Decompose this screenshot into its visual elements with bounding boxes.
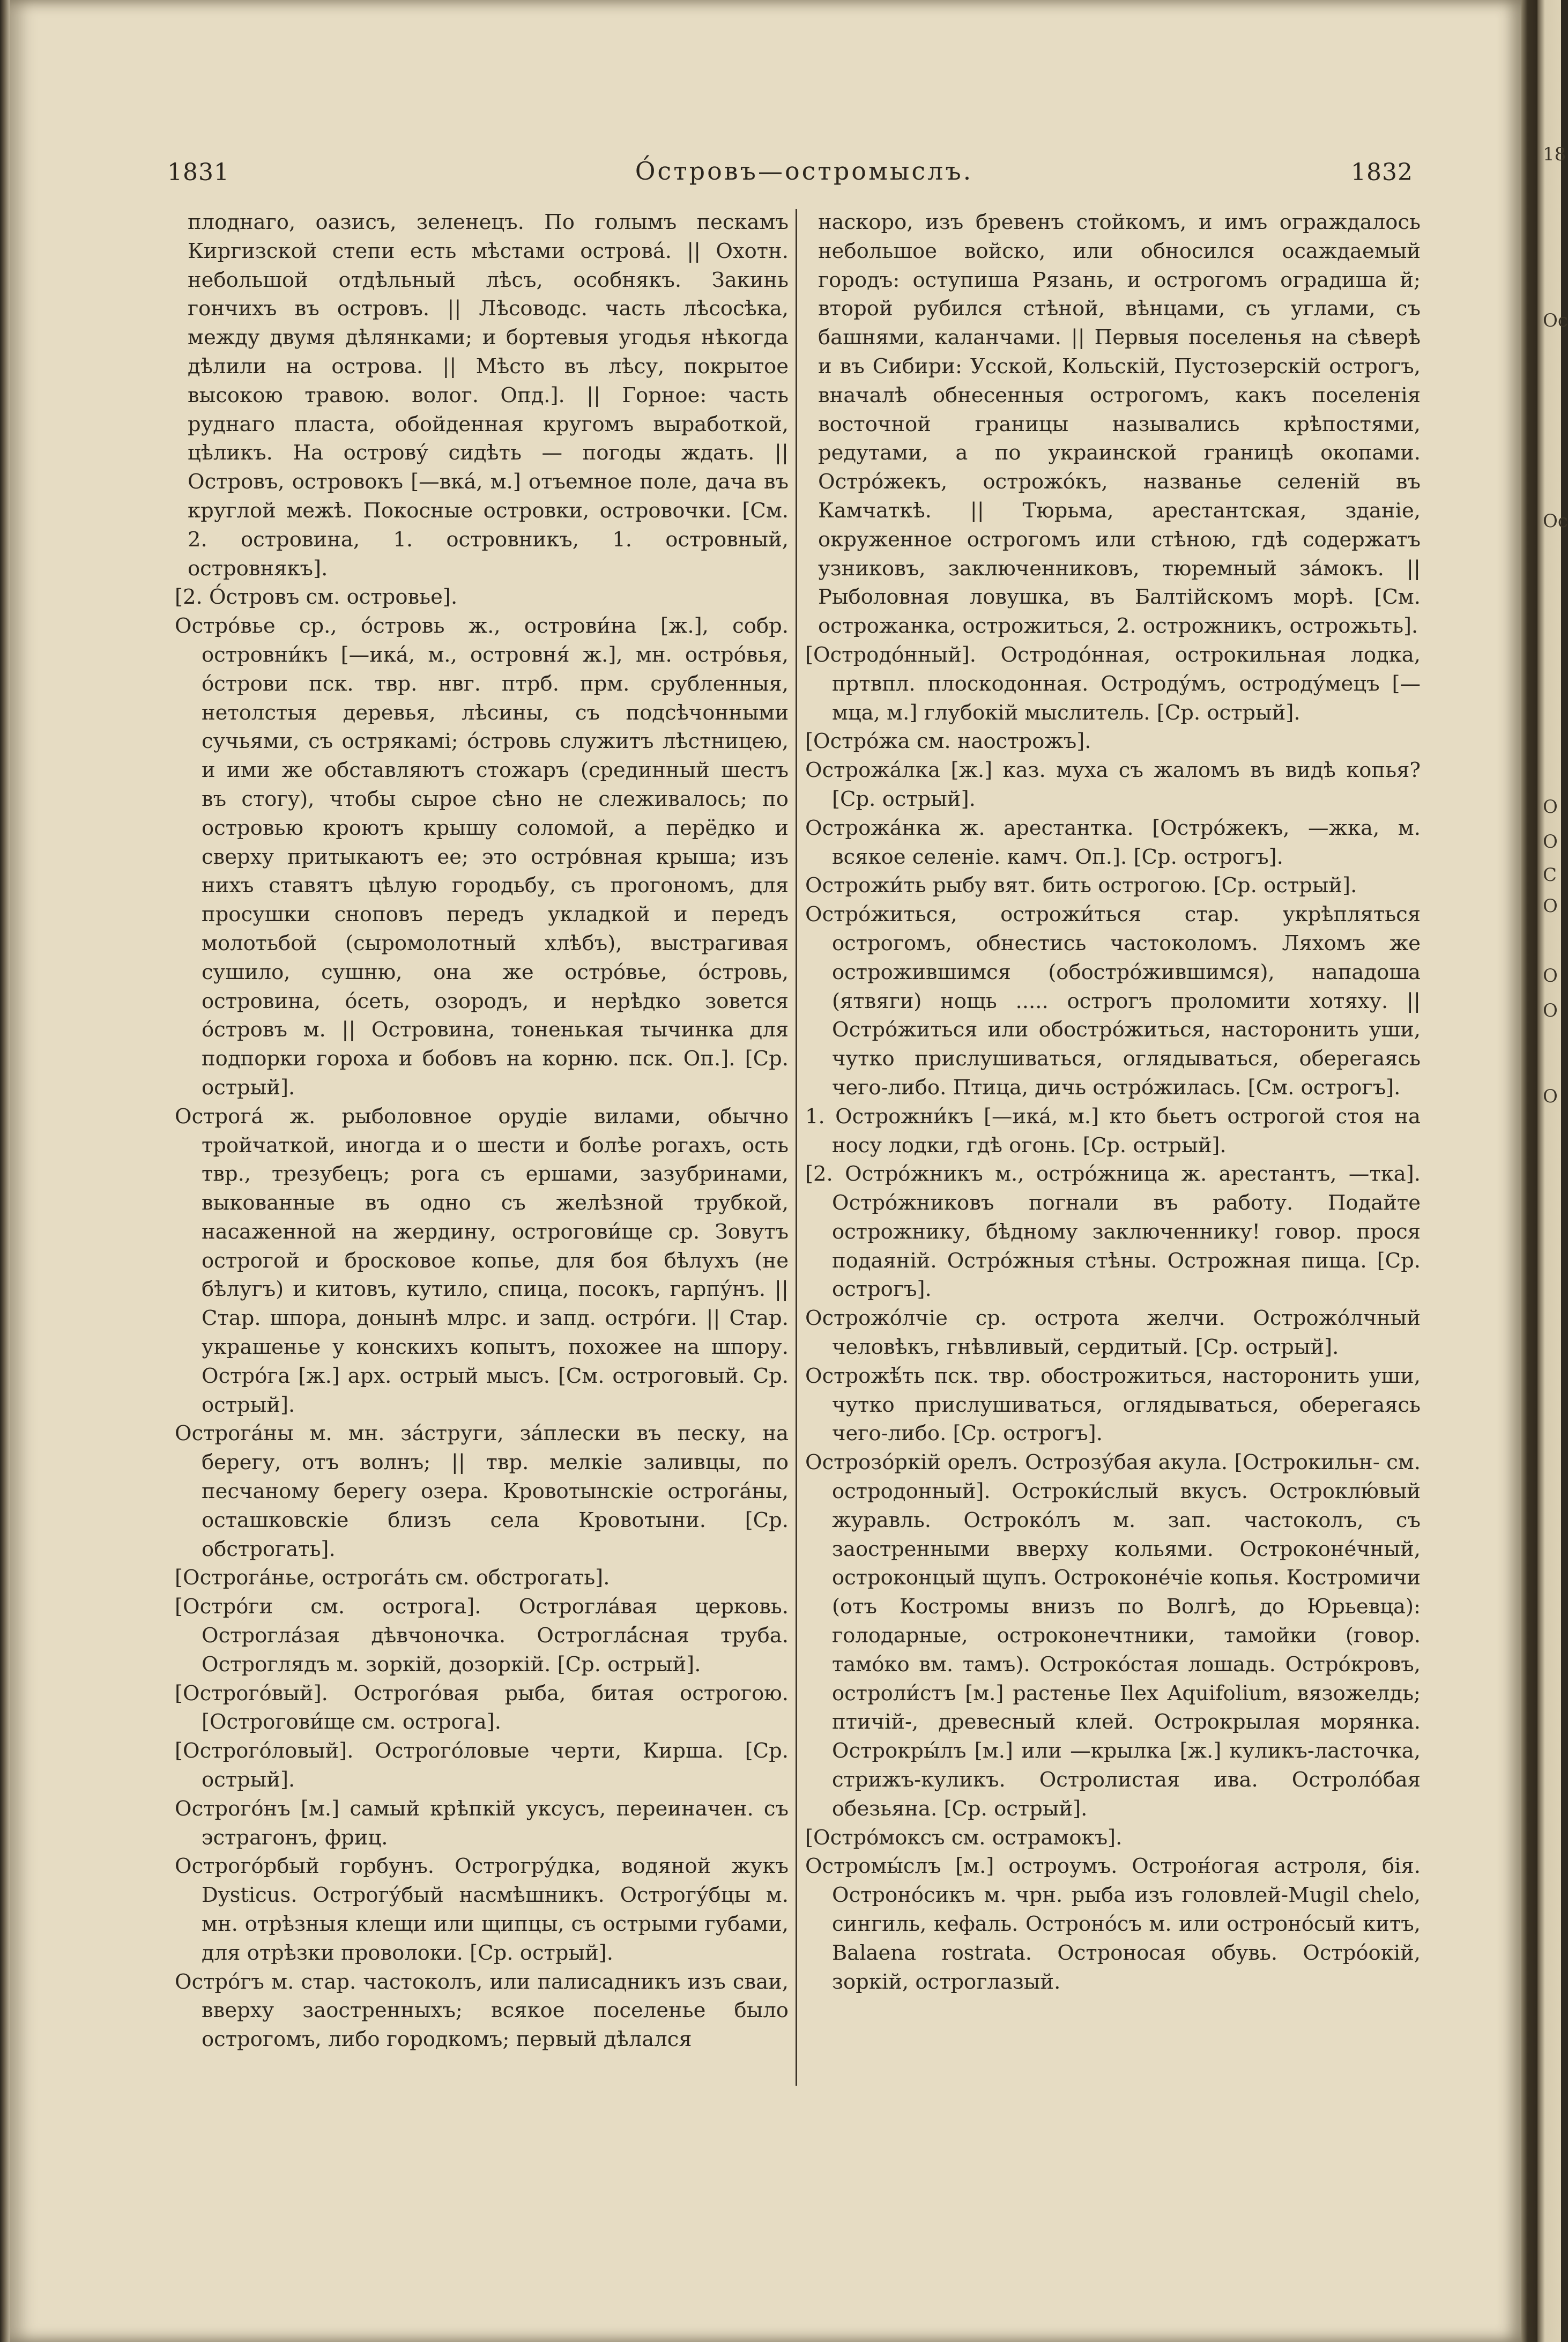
- adjacent-fragment: О: [1543, 831, 1558, 853]
- right-column: [805, 208, 1421, 1996]
- entry-paragraph: [Остро́моксъ см. острамокъ].: [805, 1825, 1123, 1850]
- entry-paragraph: Острожо́лчіе ср. острота желчи. Острожо́лчный человѣкъ, гнѣвливый, сердитый. [Ср. острый].: [805, 1306, 1421, 1360]
- entry-paragraph: [Острого́вый]. Острого́вая рыба, битая острогою. [Острогови́ще см. острога].: [175, 1681, 789, 1735]
- adjacent-fragment: О: [1543, 895, 1558, 917]
- adjacent-fragment: Ос: [1543, 510, 1568, 532]
- entry-paragraph: Острозо́ркій орелъ. Острозу́бая акула. [Острокильн- см. остродонный]. Остроки́слый вкусъ. Остроклю́вый журавль. Остроко́лъ м. зап. частоколъ, съ заостренными вверху кольями. Остроконе́чный, остроконцый щупъ. Остроконе́чіе копья. Костромичи (отъ Костромы внизъ по Волгѣ, до Юрьевца): голодарные, остроконечтники, тамойки (говор. тамо́ко вм. тамъ). Остроко́стая лошадь. Остро́кровъ, остроли́стъ [м.] растенье Ilex Aquifolium, вязожелдь; птичій-, древесный клей. Острокрылая морянка. Острокры́лъ [м.] или —крылка [ж.] куликъ-ласточка, стрижъ-куликъ. Остролистая ива. Остроло́бая обезьяна. [Ср. острый].: [805, 1450, 1421, 1821]
- column-divider: [796, 209, 797, 2086]
- entry-paragraph: 1. Острожни́къ [—ика́, м.] кто бьетъ острогой стоя на носу лодки, гдѣ огонь. [Ср. острый].: [805, 1104, 1421, 1158]
- entry-paragraph: [2. О́стровъ см. островье].: [175, 585, 458, 610]
- entry-paragraph: Остро́гъ м. стар. частоколъ, или палисадникъ изъ сваи, вверху заостренныхъ; всякое поселенье было острогомъ, либо городкомъ; первый дѣлался: [175, 1969, 789, 2052]
- entry-paragraph: плоднаго, оазисъ, зеленецъ. По голымъ пескамъ Киргизской степи есть мѣстами острова́. || Охотн. небольшой отдѣльный лѣсъ, особнякъ. Закинь гончихъ въ островъ. || Лѣсоводс. часть лѣсосѣка, между двумя дѣлянками; и бортевыя угодья нѣкогда дѣлили на острова. || Мѣсто въ лѣсу, покрытое высокою травою. волог. Опд.]. || Горное: часть руднаго пласта, обойденная кругомъ выработкой, цѣликъ. На острову́ сидѣть — погоды ждать. || Островъ, островокъ [—вка́, м.] отъемное поле, дача въ круглой межѣ. Покосные островки, островочки. [См. 2. островина, 1. островникъ, 1. островный, островнякъ].: [188, 210, 789, 581]
- entry-paragraph: [Остро́ги см. острога]. Острогла́вая церковь. Острогла́зая дѣвчоночка. Остроглá́сная труба. Остроглядъ м. зоркій, дозоркій. [Ср. острый].: [175, 1595, 789, 1677]
- entry-paragraph: [Острого́ловый]. Острого́ловые черти, Кирша. [Ср. острый].: [175, 1739, 789, 1792]
- entry-paragraph: Остро́житься, острожи́ться стар. укрѣпляться острогомъ, обнестись частоколомъ. Ляхомъ же острожившимся (обостро́жившимся), нападоша (ятвяги) нощь ..... острогъ проломити хотяху. || Остро́житься или обостро́житься, насторонить уши, чутко прислушиваться, оглядываться, оберегаясь чего-либо. Птица, дичь остро́жилась. [См. острогъ].: [805, 902, 1421, 1100]
- entry-paragraph: [Остродо́нный]. Остродо́нная, острокильная лодка, пртвпл. плоскодонная. Остроду́мъ, остроду́мецъ [—мца, м.] глубокій мыслитель. [Ср. острый].: [805, 642, 1421, 725]
- entry-paragraph: Остромы́слъ [м.] остроумъ. Острон́огая астроля, бія. Остроно́сикъ м. чрн. рыба изъ головлей-Mugil chelo, сингиль, кефаль. Остроно́съ м. или остроно́сый китъ, Balaena rostrata. Остроносая обувь. Остро́окій, зоркій, остроглазый.: [805, 1854, 1421, 1994]
- entry-paragraph: Острого́нъ [м.] самый крѣпкій уксусъ, переиначен. съ эстрагонъ, фриц.: [175, 1796, 789, 1850]
- entry-paragraph: Острожи́ть рыбу вят. бить острогою. [Ср. острый].: [805, 873, 1357, 898]
- entry-paragraph: Остро́вье ср., о́стровь ж., острови́на [ж.], собр. островни́къ [—ика́, м., островня́ ж.], мн. остро́вья, о́строви пск. твр. нвг. птрб. прм. срубленныя, нетолстыя деревья, лѣсины, съ подсѣчонными сучьями, съ острякамі; о́стровь служитъ лѣстницею, и ими же обставляютъ стожаръ (срединный шестъ въ стогу), чтобы сырое сѣно не слеживалось; по островью кроютъ крышу соломой, а перёдко и сверху притыкаютъ ее; это остро́вная крыша; изъ нихъ ставятъ цѣлую городьбу, съ прогономъ, для просушки сноповъ передъ укладкой и передъ молотьбой (сыромолотный хлѣбъ), выстрагивая сушило, сушню, она же остро́вье, о́стровь, островина, о́сеть, озородъ, и нерѣдко зовется о́стровъ м. || Островина, тоненькая тычинка для подпорки гороха и бобовъ на корню. пск. Оп.]. [Ср. острый].: [175, 614, 789, 1100]
- entry-paragraph: наскоро, изъ бревенъ стойкомъ, и имъ ограждалось небольшое войско, или обносился осаждаемый городъ: оступиша Рязань, и острогомъ оградиша й; второй рубился стѣной, вѣнцами, съ углами, съ башнями, каланчами. || Первыя поселенья на сѣверѣ и въ Сибири: Усской, Кольскій, Пустозерскій острогъ, вначалѣ обнесенныя острогомъ, какъ поселенія восточной границы назывались крѣпостями, редутами, а по украинской границѣ окопами. Остро́жекъ, острожо́къ, названье селеній въ Камчаткѣ. || Тюрьма, арестантская, зданіе, окруженное острогомъ или стѣною, гдѣ содержатъ узниковъ, заключенниковъ, тюремный за́мокъ. || Рыболовная ловушка, въ Балтійскомъ морѣ. [См. острожанка, острожиться, 2. острожникъ, острожьть].: [818, 210, 1421, 639]
- page-number-right: 1832: [1351, 159, 1413, 186]
- entry-paragraph: Острожѣ́ть пск. твр. обострожиться, насторонить уши, чутко прислушиваться, оглядываться, оберегаясь чего-либо. [Ср. острогъ].: [805, 1363, 1421, 1446]
- adjacent-fragment: Ос: [1543, 310, 1568, 331]
- entry-paragraph: [2. Остро́жникъ м., остро́жница ж. арестантъ, —тка]. Остро́жниковъ погнали въ работу. Подайте острожнику, бѣдному заключеннику! говор. прося подаяній. Остро́жныя стѣны. Острожная пища. [Ср. острогъ].: [805, 1162, 1421, 1302]
- entry-paragraph: [Острога́нье, острога́ть см. обстрогать].: [175, 1566, 610, 1590]
- adjacent-fragment: 18: [1543, 144, 1566, 165]
- entry-paragraph: Острога́ ж. рыболовное орудіе вилами, обычно тройчаткой, иногда и о шести и болѣе рогахъ, ость твр., трезубецъ; рога съ ершами, зазубринами, выкованные въ одно съ желѣзной трубкой, насаженной на жердину, острогови́ще ср. Зовутъ острогой и бросковое копье, для боя бѣлухъ (не бѣлугъ) и китовъ, кутило, спица, посокъ, гарпу́нъ. || Стар. шпора, донынѣ млрс. и запд. остро́ги. || Стар. украшенье у конскихъ копытъ, похожее на шпору. Остро́га [ж.] арх. острый мысъ. [См. остроговый. Ср. острый].: [175, 1104, 789, 1417]
- entry-paragraph: Острожа́лка [ж.] каз. муха съ жаломъ въ видѣ копья? [Ср. острый].: [805, 758, 1421, 811]
- entry-paragraph: Острого́рбый горбунъ. Острогру́дка, водяной жукъ Dysticus. Острогу́бый насмѣшникъ. Острогу́бцы м. мн. отрѣзныя клещи или щипцы, съ острыми губами, для отрѣзки проволоки. [Ср. острый].: [175, 1854, 789, 1965]
- entry-paragraph: [Остро́жа см. наострожъ].: [805, 729, 1091, 754]
- running-head: О́стровъ—остромыслъ.: [635, 157, 974, 186]
- adjacent-fragment: О: [1543, 965, 1558, 987]
- entry-paragraph: Острожа́нка ж. арестантка. [Остро́жекъ, —жка, м. всякое селеніе. камч. Оп.]. [Ср. острогъ].: [805, 816, 1421, 869]
- entry-paragraph: Острога́ны м. мн. за́струги, за́плески въ песку, на берегу, отъ волнъ; || твр. мелкіе заливцы, по песчаному берегу озера. Кровотынскіе острога́ны, осташковскіе близъ села Кровотыни. [Ср. обстрогать].: [175, 1421, 789, 1561]
- page-number-left: 1831: [167, 159, 229, 186]
- adjacent-fragment: О: [1543, 1086, 1558, 1107]
- adjacent-page-edge: [1537, 0, 1568, 2342]
- adjacent-fragment: О: [1543, 796, 1558, 818]
- adjacent-fragment: С: [1543, 864, 1557, 886]
- adjacent-fragment: О: [1543, 1000, 1558, 1021]
- left-column: [175, 208, 789, 2054]
